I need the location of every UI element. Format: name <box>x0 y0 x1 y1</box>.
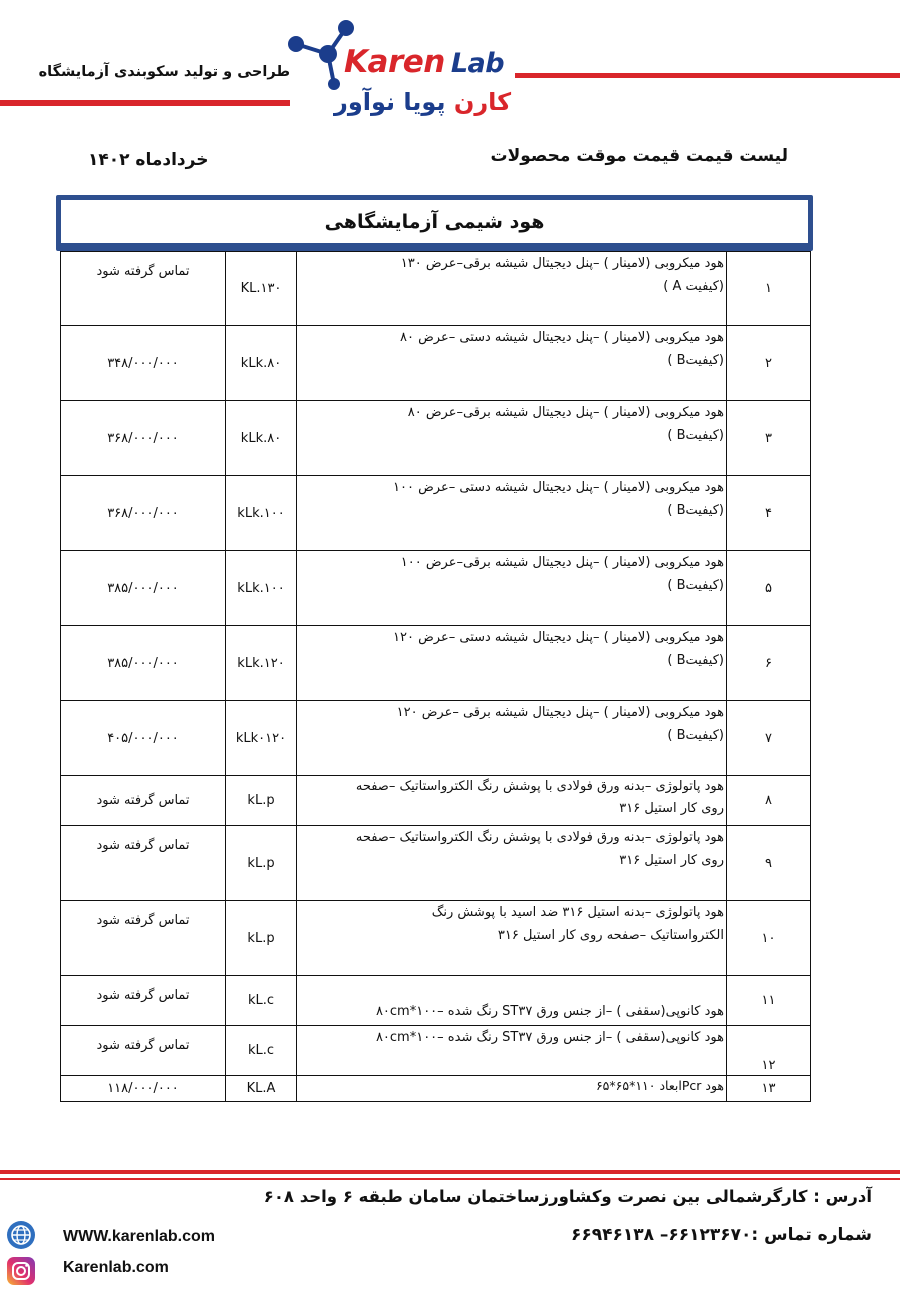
product-price: ۳۶۸/۰۰۰/۰۰۰ <box>61 476 226 551</box>
product-model: kLk۰۱۲۰ <box>226 701 297 776</box>
description-line-1: هود کانوپی(سقفی ) –از جنس ورق ST۳۷ رنگ شده –۱۰۰*۸۰cm <box>375 1004 724 1019</box>
product-model: kLk.۸۰ <box>226 401 297 476</box>
table-row <box>61 826 811 901</box>
logo-persian-part1: کارن <box>453 88 512 116</box>
header-rule <box>0 100 290 106</box>
product-price: ۱۱۸/۰۰۰/۰۰۰ <box>61 1076 226 1102</box>
description-line-1: هود میکروبی (لامینار ) –پنل دیجیتال شیشه دستی –عرض ۱۰۰ <box>393 480 724 495</box>
logo-brand: Karen <box>344 44 445 80</box>
product-description <box>297 252 727 326</box>
description-line-1: هود پاتولوژی –بدنه استیل ۳۱۶ ضد اسید با پوشش رنگ <box>431 905 724 920</box>
table-row <box>61 252 811 326</box>
product-model: KL.۱۳۰ <box>226 252 297 326</box>
instagram-icon <box>6 1256 36 1286</box>
description-line-1: هود میکروبی (لامینار ) –پنل دیجیتال شیشه برقی–عرض ۱۳۰ <box>400 256 724 271</box>
product-description <box>297 476 727 551</box>
product-description <box>297 326 727 401</box>
description-line-2: روی کار استیل ۳۱۶ <box>619 853 724 868</box>
product-price: ۴۰۵/۰۰۰/۰۰۰ <box>61 701 226 776</box>
row-index: ۴ <box>727 476 811 551</box>
description-line-2: (کیفیتB ) <box>667 653 724 668</box>
description-line-1: هود میکروبی (لامینار ) –پنل دیجیتال شیشه دستی –عرض ۱۲۰ <box>393 630 724 645</box>
product-description <box>297 401 727 476</box>
globe-icon <box>6 1220 36 1250</box>
product-price: تماس گرفته شود <box>61 252 226 326</box>
product-price: تماس گرفته شود <box>61 826 226 901</box>
row-index: ۵ <box>727 551 811 626</box>
product-price: ۳۶۸/۰۰۰/۰۰۰ <box>61 401 226 476</box>
row-index: ۳ <box>727 401 811 476</box>
product-price: تماس گرفته شود <box>61 776 226 826</box>
logo-lab: Lab <box>450 48 505 79</box>
description-line-2: روی کار استیل ۳۱۶ <box>619 801 724 816</box>
row-index: ۱۰ <box>727 901 811 976</box>
header-rule-right <box>515 73 900 78</box>
row-index: ۱۲ <box>727 1026 811 1076</box>
company-logo <box>282 14 532 124</box>
product-description <box>297 1026 727 1076</box>
logo-persian <box>334 88 511 116</box>
description-line-1: هود میکروبی (لامینار ) –پنل دیجیتال شیشه برقی –عرض ۱۲۰ <box>396 705 724 720</box>
row-index: ۶ <box>727 626 811 701</box>
row-index: ۲ <box>727 326 811 401</box>
product-model: kLk.۱۲۰ <box>226 626 297 701</box>
instagram-link[interactable]: Karenlab.com <box>63 1259 169 1276</box>
row-index: ۱۳ <box>727 1076 811 1102</box>
product-description <box>297 976 727 1026</box>
description-line-2: (کیفیتB ) <box>667 353 724 368</box>
table-row <box>61 551 811 626</box>
product-model: kLk.۱۰۰ <box>226 476 297 551</box>
description-line-2: (کیفیت A ) <box>663 279 724 294</box>
company-phone: شماره تماس :۶۶۱۲۳۶۷۰– ۶۶۹۴۶۱۳۸ <box>570 1225 872 1245</box>
description-line-1: هود میکروبی (لامینار ) –پنل دیجیتال شیشه برقی–عرض ۱۰۰ <box>400 555 724 570</box>
description-line-1: هود کانوپی(سقفی ) –از جنس ورق ST۳۷ رنگ شده –۱۰۰*۸۰cm <box>375 1030 724 1045</box>
description-line-2: (کیفیتB ) <box>667 728 724 743</box>
description-line-1: هود میکروبی (لامینار ) –پنل دیجیتال شیشه برقی–عرض ۸۰ <box>407 405 724 420</box>
price-table <box>60 251 811 1102</box>
table-row <box>61 1026 811 1076</box>
table-row <box>61 326 811 401</box>
table-row <box>61 776 811 826</box>
product-price: ۳۸۵/۰۰۰/۰۰۰ <box>61 551 226 626</box>
row-index: ۱۱ <box>727 976 811 1026</box>
row-index: ۱ <box>727 252 811 326</box>
footer-rule-top <box>0 1170 900 1174</box>
product-price: ۳۸۵/۰۰۰/۰۰۰ <box>61 626 226 701</box>
section-title: هود شیمی آزمایشگاهی <box>324 210 545 233</box>
product-description <box>297 551 727 626</box>
description-line-1: هود پاتولوژی –بدنه ورق فولادی با پوشش رنگ الکترواستاتیک –صفحه <box>355 830 724 845</box>
section-title-box <box>56 195 813 251</box>
table-row <box>61 976 811 1026</box>
description-line-2: (کیفیتB ) <box>667 428 724 443</box>
product-model: KL.A <box>226 1076 297 1102</box>
product-price: تماس گرفته شود <box>61 901 226 976</box>
product-model: kL.p <box>226 776 297 826</box>
description-line-1: هود میکروبی (لامینار ) –پنل دیجیتال شیشه دستی –عرض ۸۰ <box>399 330 724 345</box>
website-link[interactable]: WWW.karenlab.com <box>63 1228 216 1245</box>
table-row <box>61 476 811 551</box>
table-row <box>61 901 811 976</box>
product-description <box>297 1076 727 1102</box>
description-line-1: هود پاتولوژی –بدنه ورق فولادی با پوشش رنگ الکترواستاتیک –صفحه <box>355 779 724 794</box>
table-row <box>61 626 811 701</box>
company-address: آدرس : کارگرشمالی بین نصرت وکشاورزساختمان سامان طبقه ۶ واحد ۶۰۸ <box>263 1187 872 1206</box>
table-row <box>61 701 811 776</box>
row-index: ۷ <box>727 701 811 776</box>
logo-persian-part2: پویا نوآور <box>334 88 446 116</box>
product-model: kL.c <box>226 976 297 1026</box>
product-description <box>297 626 727 701</box>
product-model: kLk.۸۰ <box>226 326 297 401</box>
company-tagline: طراحی و تولید سکوبندی آزمایشگاه <box>38 64 290 80</box>
product-price: تماس گرفته شود <box>61 1026 226 1076</box>
price-list-date: خردادماه ۱۴۰۲ <box>88 150 209 170</box>
row-index: ۸ <box>727 776 811 826</box>
product-description <box>297 776 727 826</box>
product-model: kL.c <box>226 1026 297 1076</box>
product-model: kLk.۱۰۰ <box>226 551 297 626</box>
description-line-2: الکترواستاتیک –صفحه روی کار استیل ۳۱۶ <box>497 928 724 943</box>
logo-english <box>344 44 504 80</box>
description-line-2: (کیفیتB ) <box>667 578 724 593</box>
description-line-2: (کیفیتB ) <box>667 503 724 518</box>
product-description <box>297 901 727 976</box>
product-price: تماس گرفته شود <box>61 976 226 1026</box>
product-price: ۳۴۸/۰۰۰/۰۰۰ <box>61 326 226 401</box>
product-description <box>297 826 727 901</box>
product-description <box>297 701 727 776</box>
footer-rule-bottom <box>0 1178 900 1180</box>
table-row <box>61 401 811 476</box>
table-row <box>61 1076 811 1102</box>
description-line-1: هود Pcrابعاد ۱۱۰*۶۵*۶۵ <box>595 1078 724 1093</box>
product-model: kL.p <box>226 901 297 976</box>
row-index: ۹ <box>727 826 811 901</box>
price-list-title: لیست قیمت قیمت موقت محصولات <box>490 146 788 166</box>
product-model: kL.p <box>226 826 297 901</box>
